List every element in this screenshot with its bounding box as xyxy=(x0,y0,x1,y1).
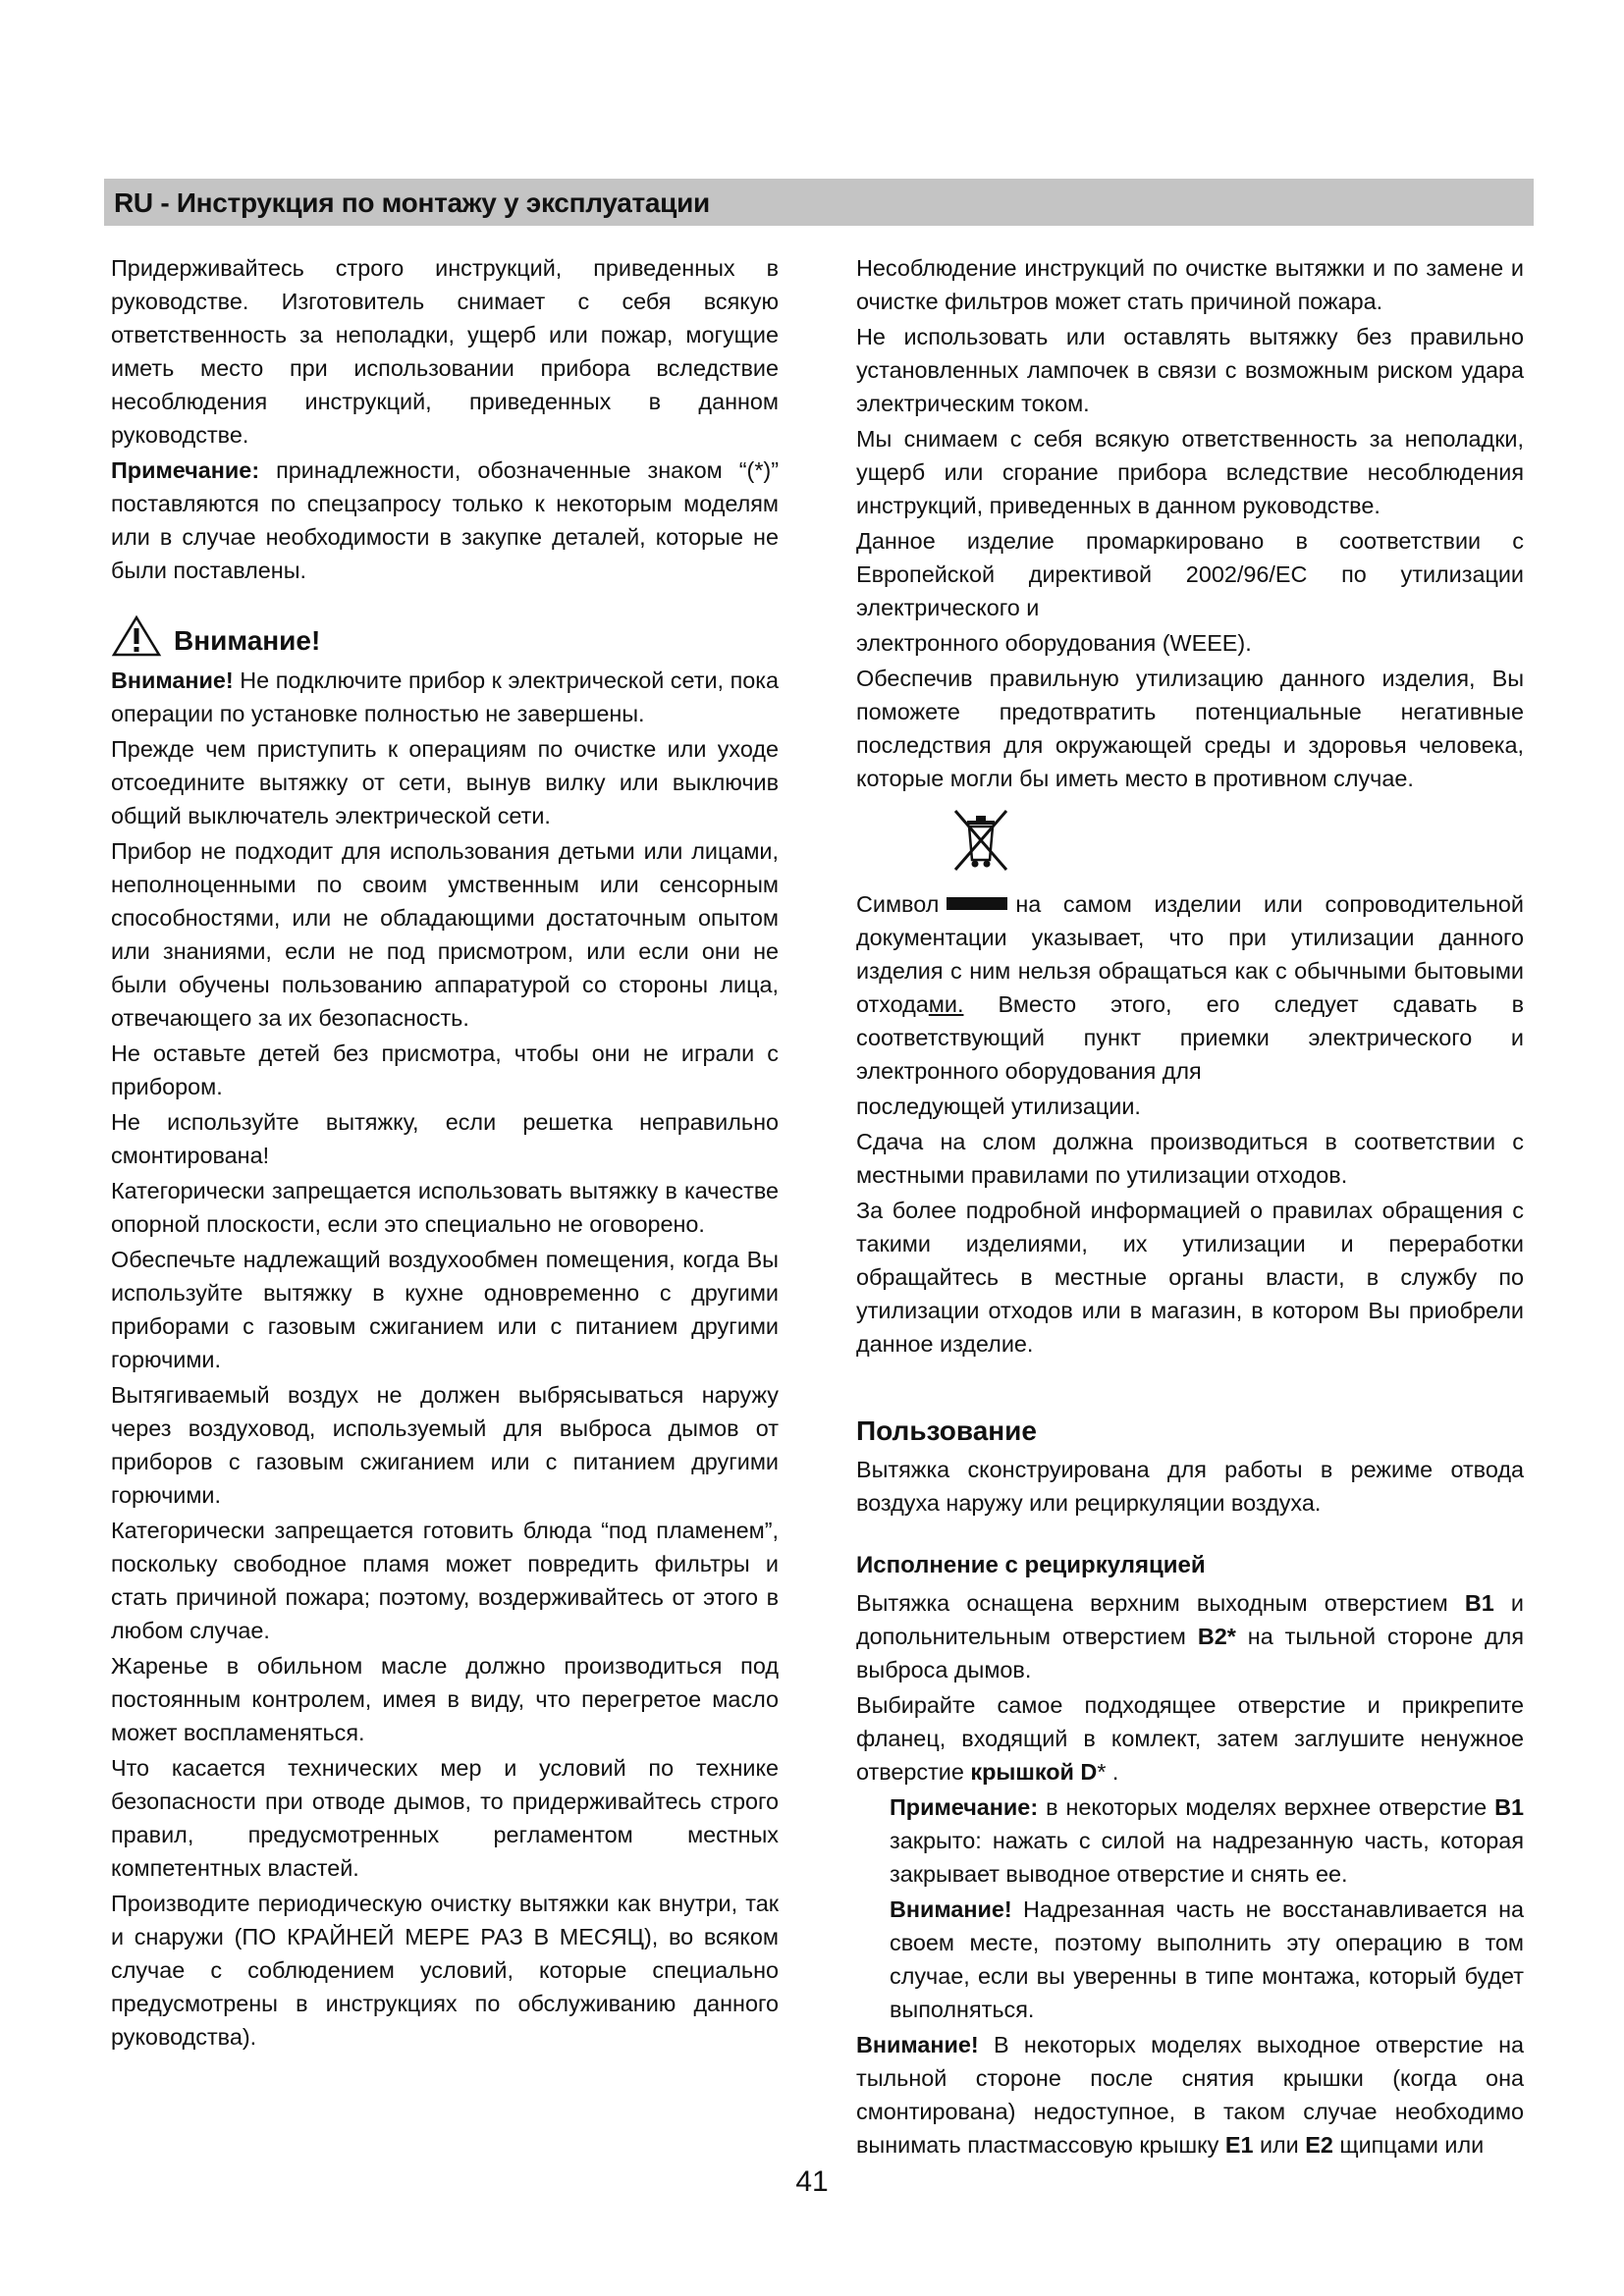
paragraph: Мы снимаем с себя всякую ответственность за неполадки, ущерб или сгорание прибора вследствие несоблюдения инструкций, приведенных в данном руководстве. xyxy=(856,426,1524,518)
note-text: принадлежности, обозначенные знаком “(*)” поставляются по спецзапросу только к некоторым моделям или в случае необходимости в закупке деталей, которые не были поставлены. xyxy=(111,457,779,583)
paragraph: Придерживайтесь строго инструкций, приведенных в руководстве. Изготовитель снимает с себя всякую ответственность за неполадки, ущерб или пожар, могущие иметь место при использовании прибора вследствие несоблюдения инструкций, приведенных в данном руководстве. xyxy=(111,255,779,448)
section-header-bar xyxy=(104,179,1534,226)
black-bar-symbol-icon xyxy=(947,897,1007,910)
paragraph: Вытяжка сконструирована для работы в режиме отвода воздуха наружу или рециркуляции воздуха. xyxy=(856,1457,1524,1516)
paragraph: Категорически запрещается готовить блюда “под пламенем”, поскольку свободное пламя может повредить фильтры и стать причиной пожара; поэтому, воздерживайтесь от этого в любом случае. xyxy=(111,1518,779,1643)
paragraph: Вытягиваемый воздух не должен выбрясываться наружу через воздуховод, используемый для выброса дымов от приборов с газовым сжиганием или с питанием другими горючими. xyxy=(111,1382,779,1508)
note-label: Примечание: xyxy=(890,1794,1039,1820)
text-run: или xyxy=(1253,2132,1306,2158)
paragraph: Сдача на слом должна производиться в соответствии с местными правилами по утилизации отходов. xyxy=(856,1129,1524,1188)
warning-heading xyxy=(111,613,779,658)
warning-paragraph xyxy=(111,664,779,730)
text-run: на тыльной стороне для выброса дымов. xyxy=(856,1624,1524,1682)
paragraph xyxy=(856,1586,1524,1686)
note-paragraph xyxy=(890,1790,1524,1891)
outlet-label-b1: B1 xyxy=(1464,1590,1494,1616)
symbol-text-underlined: ми. xyxy=(928,991,964,1017)
paragraph: Категорически запрещается использовать вытяжку в качестве опорной плоскости, если это специально не оговорено. xyxy=(111,1178,779,1237)
symbol-paragraph xyxy=(856,887,1524,1088)
warning-title: Внимание! xyxy=(174,625,321,656)
paragraph: Прежде чем приступить к операциям по очистке или уходе отсоедините вытяжку от сети, вынув вилку или выключив общий выключатель электрической сети. xyxy=(111,736,779,828)
text-run: в некоторых моделях верхнее отверстие xyxy=(1038,1794,1495,1820)
paragraph xyxy=(856,1688,1524,1789)
text-run: * . xyxy=(1097,1759,1119,1785)
paragraph: Обеспечьте надлежащий воздухообмен помещения, когда Вы используйте вытяжку в кухне одновременно с другими приборами с газовым сжиганием или с питанием другими горючими. xyxy=(111,1247,779,1372)
outlet-label-b1: B1 xyxy=(1494,1794,1524,1820)
outlet-label-b2: B2* xyxy=(1197,1624,1236,1649)
symbol-text-continued: Вместо этого, его следует сдавать в соответствующий пункт приемки электрического и электронного оборудования для xyxy=(856,991,1524,1084)
text-run: Выбирайте самое подходящее отверстие и прикрепите фланец, входящий в комлект, затем заглушите ненужное отверстие xyxy=(856,1692,1524,1785)
warning-paragraph xyxy=(856,2028,1524,2162)
paragraph: Не использовать или оставлять вытяжку без правильно установленных лампочек в связи с возможным риском удара электрическим током. xyxy=(856,324,1524,416)
symbol-text: на самом изделии или сопроводительной документации указывает, что при утилизации данного изделия с ним нельзя обращаться как с обычными бытовыми отхода xyxy=(856,891,1524,1017)
text-run: В некоторых моделях выходное отверстие на тыльной стороне после снятия крышки (когда она смонтирована) недоступное, в таком случае необходимо вынимать пластмассовую крышку xyxy=(856,2032,1524,2158)
usage-heading: Пользование xyxy=(856,1415,1037,1446)
symbol-prefix: Символ xyxy=(856,891,940,917)
text-run: щипцами или xyxy=(1332,2132,1485,2158)
warning-triangle-icon xyxy=(111,614,162,658)
text-run: Надрезанная часть не восстанавливается на своем месте, поэтому выполнить эту операцию в том случае, если вы уверенны в типе монтажа, который будет выполняться. xyxy=(890,1896,1524,2022)
paragraph: Не оставьте детей без присмотра, чтобы они не играли с прибором. xyxy=(111,1041,779,1099)
paragraph: последующей утилизации. xyxy=(856,1094,1141,1119)
left-column xyxy=(111,251,779,2056)
text-run: и допольнительным отверстием xyxy=(856,1590,1524,1649)
crossed-out-bin-icon xyxy=(949,805,1012,876)
text-run: закрыто: нажать с силой на надрезанную часть, которая закрывает выводное отверстие и снять ее. xyxy=(890,1828,1524,1887)
page-number: 41 xyxy=(795,2165,829,2198)
paragraph: Несоблюдение инструкций по очистке вытяжки и по замене и очистке фильтров может стать причиной пожара. xyxy=(856,255,1524,314)
paragraph: Данное изделие промаркировано в соответствии с Европейской директивой 2002/96/EC по утилизации электрического и xyxy=(856,528,1524,620)
paragraph: Прибор не подходит для использования детьми или лицами, неполноценными по своим умственным или сенсорным способностями, или не обладающими достаточным опытом или знаниями, если не под присмотром, или если они не были обучены пользованию аппаратурой со стороны лица, отвечающего за их безопасность. xyxy=(111,838,779,1031)
page-title: RU - Инструкция по монтажу у эксплуатации xyxy=(114,187,710,218)
recirculation-heading: Исполнение с рециркуляцией xyxy=(856,1552,1206,1578)
paragraph: Не используйте вытяжку, если решетка неправильно смонтирована! xyxy=(111,1109,779,1168)
cover-label-d: крышкой D xyxy=(970,1759,1098,1785)
warning-label: Внимание! xyxy=(890,1896,1012,1922)
paragraph: электронного оборудования (WEEE). xyxy=(856,630,1252,656)
text-run: Вытяжка оснащена верхним выходным отверстием xyxy=(856,1590,1465,1616)
note-paragraph xyxy=(111,454,779,587)
warning-label: Внимание! xyxy=(856,2032,979,2057)
paragraph: Что касается технических мер и условий по технике безопасности при отводе дымов, то придерживайтесь строго правил, предусмотренных регламентом местных компетентных властей. xyxy=(111,1755,779,1881)
warning-label: Внимание! xyxy=(111,667,234,693)
paragraph: За более подробной информацией о правилах обращения с такими изделиями, их утилизации и переработки обращайтесь в местные органы власти, в службу по утилизации отходов или в магазин, в котором Вы приобрели данное изделие. xyxy=(856,1198,1524,1357)
warning-text: Не подключите прибор к электрической сети, пока операции по установке полностью не завершены. xyxy=(111,667,779,726)
right-column xyxy=(856,251,1524,2163)
warning-paragraph xyxy=(890,1893,1524,2026)
paragraph: Производите периодическую очистку вытяжки как внутри, так и снаружи (ПО КРАЙНЕЙ МЕРЕ РАЗ В МЕСЯЦ), во всяком случае с соблюдением условий, которые специально предусмотрены в инструкциях по обслуживанию данного руководства). xyxy=(111,1891,779,2050)
paragraph: Жаренье в обильном масле должно производиться под постоянным контролем, имея в виду, что перегретое масло может воспламеняться. xyxy=(111,1653,779,1745)
cover-label-e1: E1 xyxy=(1224,2132,1254,2158)
paragraph: Обеспечив правильную утилизацию данного изделия, Вы поможете предотвратить потенциальные негативные последствия для окружающей среды и здоровья человека, которые могли бы иметь место в противном случае. xyxy=(856,666,1524,791)
cover-label-e2: E2 xyxy=(1305,2132,1333,2158)
note-label: Примечание: xyxy=(111,457,260,483)
